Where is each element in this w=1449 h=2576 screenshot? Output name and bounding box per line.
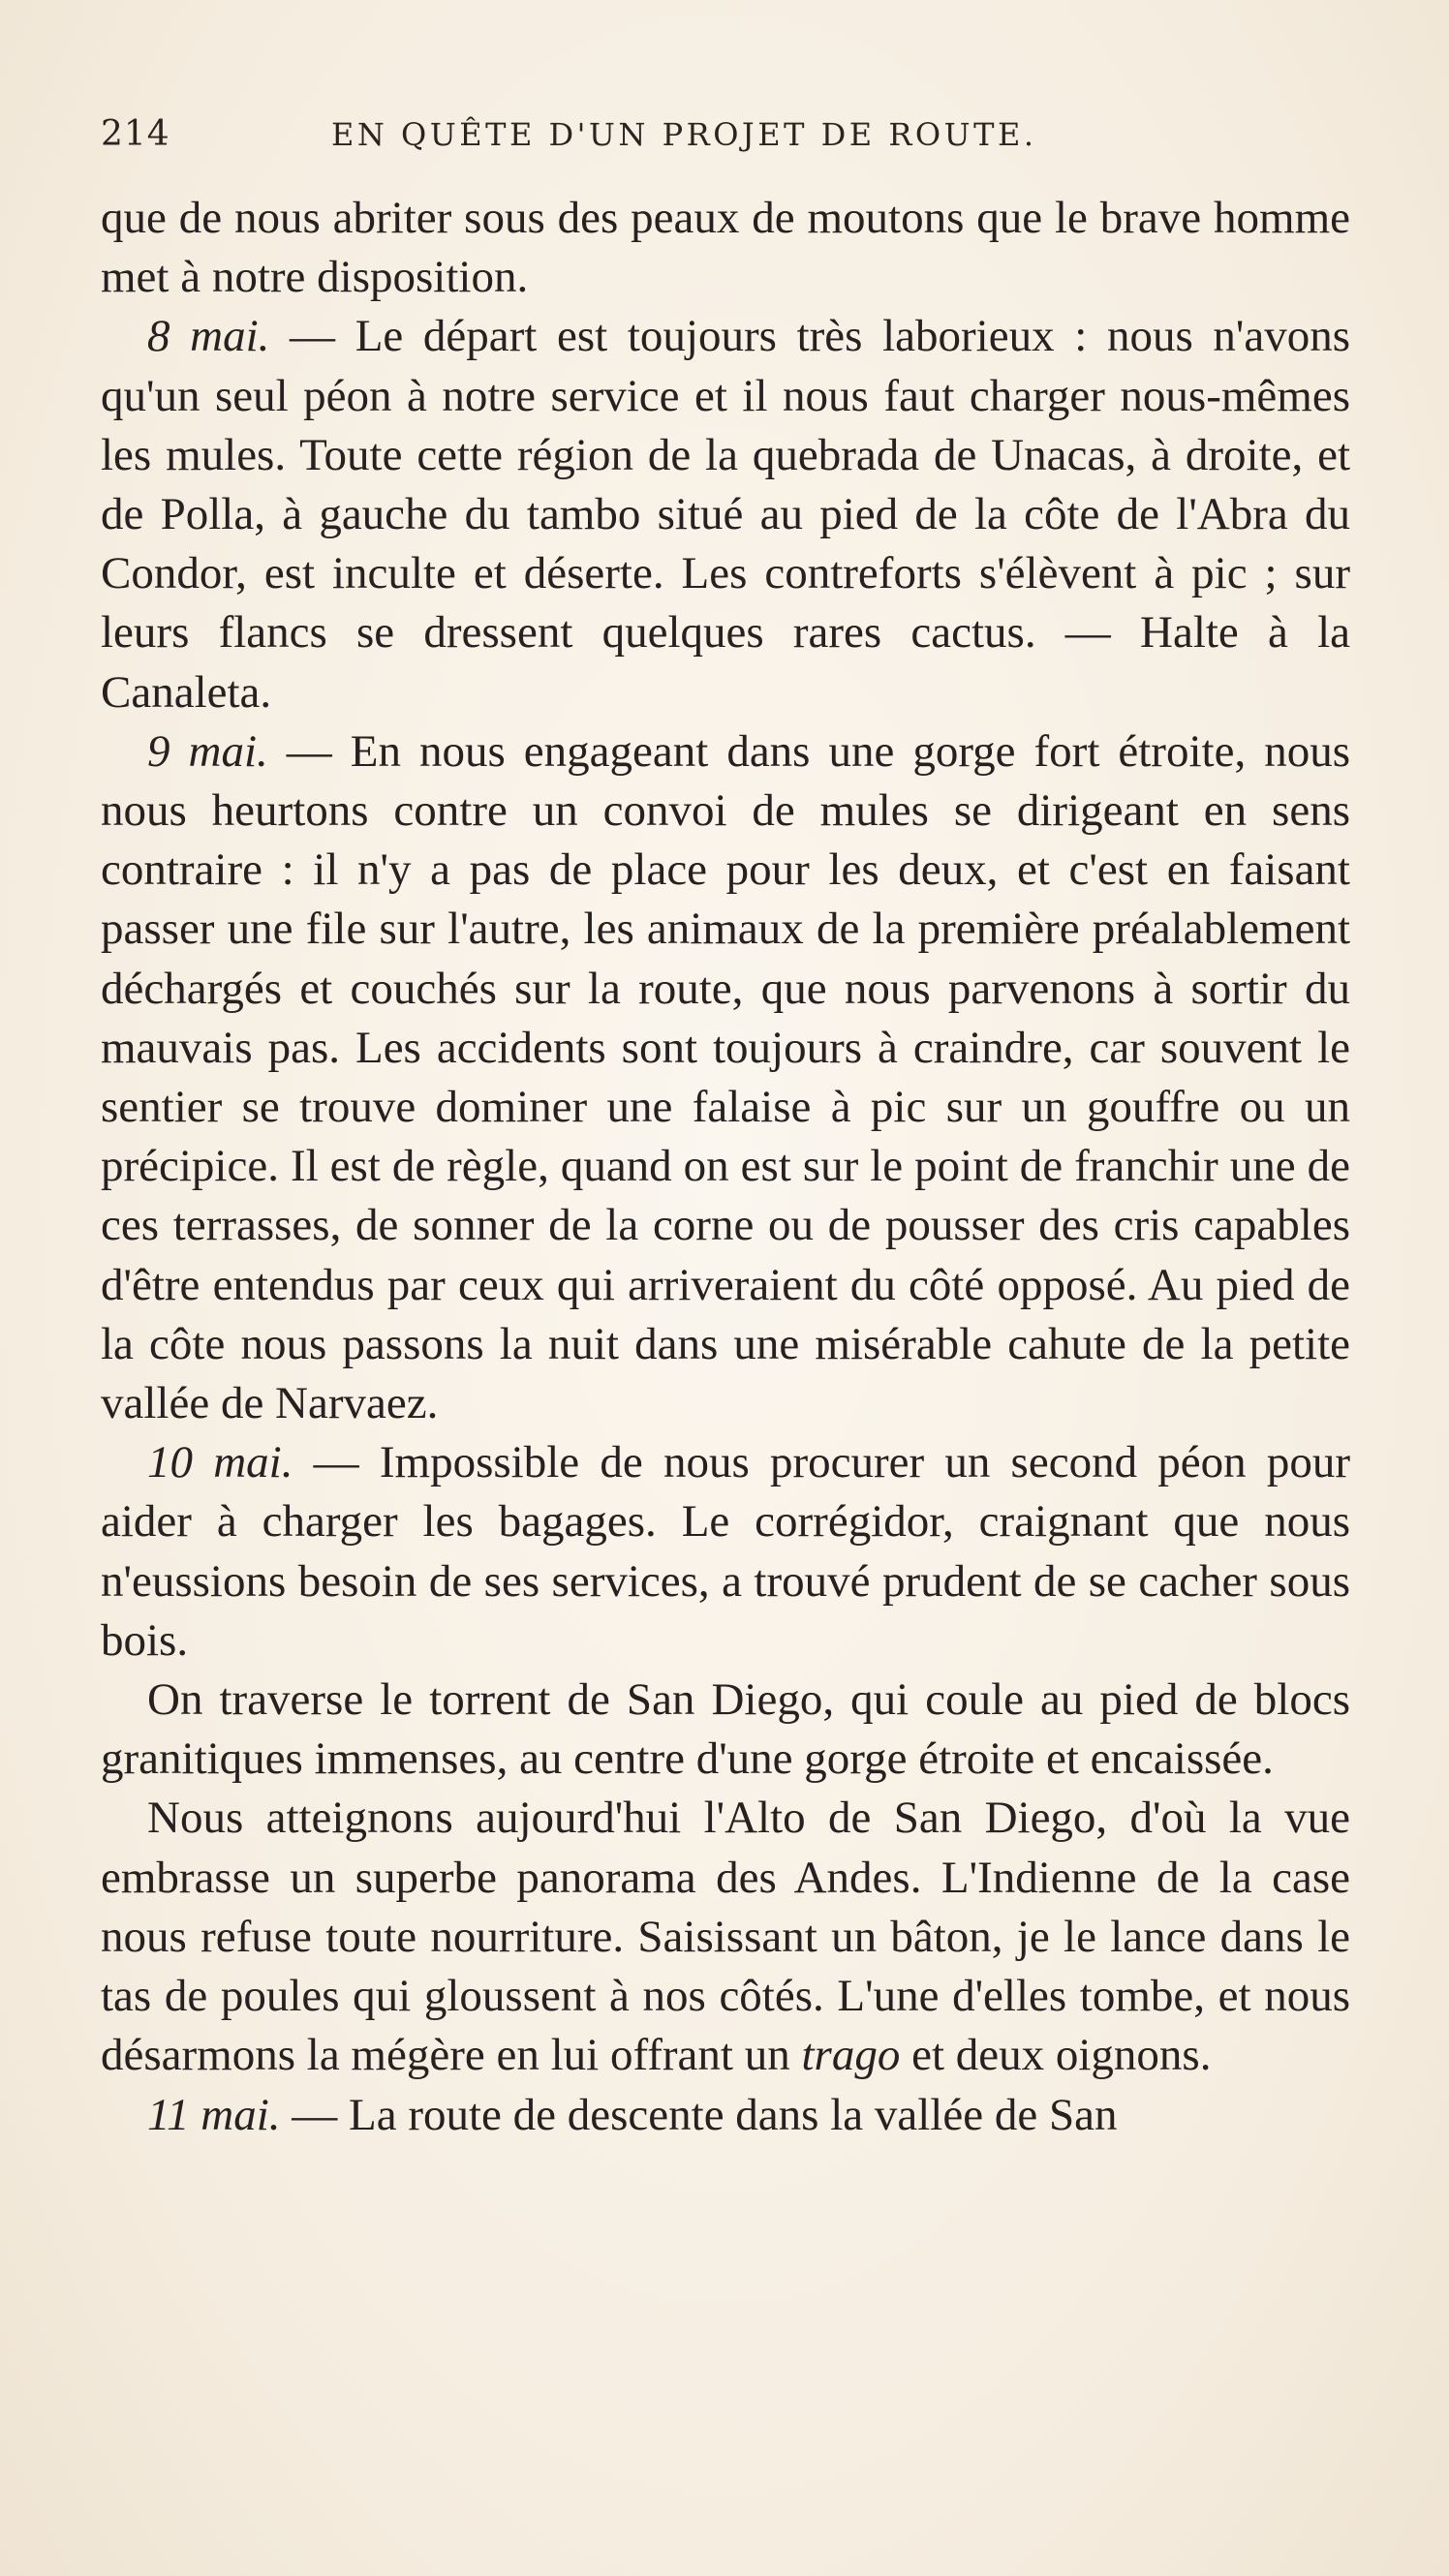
- paragraph: [101, 722, 1350, 1433]
- page-number: 214: [101, 114, 170, 154]
- paragraph-italic: trago: [801, 2030, 901, 2081]
- paragraph-text: — Le départ est toujours très laborieux : nous n'avons qu'un seul péon à notre service et il nous faut charger nous-mêmes les mules. Toute cette région de la quebrada de Unacas, à droite, et de Polla, à gauche du tambo situé au pied de la côte de l'Abra du Condor, est inculte et déserte. Les contreforts s'élèvent à pic ; sur leurs flancs se dressent quelques rares cactus. — Halte à la Canaleta.: [101, 311, 1350, 718]
- paragraph: [101, 1433, 1350, 1671]
- entry-date: 8 mai.: [147, 311, 270, 362]
- paragraph-text-end: et deux oignons.: [900, 2030, 1212, 2081]
- paragraph: [101, 189, 1350, 307]
- paragraph: [101, 1789, 1350, 2085]
- paragraph: [101, 307, 1350, 721]
- entry-date: 11 mai.: [147, 2089, 281, 2140]
- body-text: [101, 189, 1350, 2145]
- paragraph-text: — Impossible de nous procurer un second péon pour aider à charger les bagages. Le corrégidor, craignant que nous n'eussions besoin de ses services, a trouvé prudent de se cacher sous bois.: [101, 1437, 1351, 1666]
- paragraph-text: que de nous abriter sous des peaux de moutons que le brave homme met à notre disposition.: [101, 193, 1350, 303]
- entry-date: 10 mai.: [147, 1437, 293, 1488]
- paragraph-text: Nous atteignons aujourd'hui l'Alto de San Diego, d'où la vue embrasse un superbe panorama des Andes. L'Indienne de la case nous refuse toute nourriture. Saisissant un bâton, je le lance dans le tas de poules qui gloussent à nos côtés. L'une d'elles tombe, et nous désarmons la mégère en lui offrant un: [101, 1793, 1350, 2081]
- paragraph-text: On traverse le torrent de San Diego, qui coule au pied de blocs granitiques immenses, au centre d'une gorge étroite et encaissée.: [101, 1674, 1350, 1785]
- entry-date: 9 mai.: [147, 725, 268, 777]
- paragraph-text: — En nous engageant dans une gorge fort étroite, nous nous heurtons contre un convoi de mules se dirigeant en sens contraire : il n'y a pas de place pour les deux, et c'est en faisant passer une file sur l'autre, les animaux de la première préalablement déchargés et couchés sur la route, que nous parvenons à sortir du mauvais pas. Les accidents sont toujours à craindre, car souvent le sentier se trouve dominer une falaise à pic sur un gouffre ou un précipice. Il est de règle, quand on est sur le point de franchir une de ces terrasses, de sonner de la corne ou de pousser des cris capables d'être entendus par ceux qui arriveraient du côté opposé. Au pied de la côte nous passons la nuit dans une misérable cahute de la petite vallée de Narvaez.: [101, 725, 1350, 1429]
- running-title: EN QUÊTE D'UN PROJET DE ROUTE.: [331, 116, 1037, 153]
- paragraph-text: — La route de descente dans la vallée de San: [280, 2089, 1118, 2140]
- paragraph: [101, 2086, 1350, 2145]
- page-header: [101, 114, 1350, 172]
- paragraph: [101, 1671, 1350, 1789]
